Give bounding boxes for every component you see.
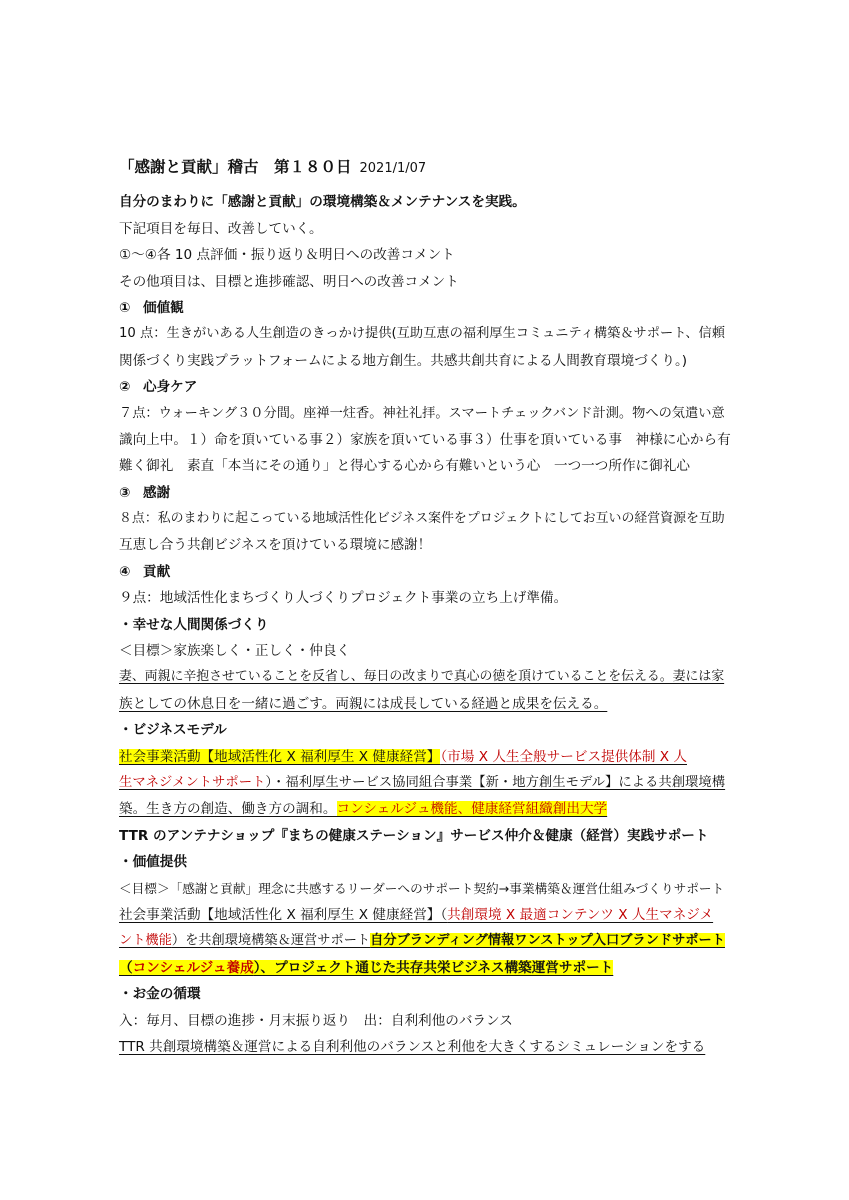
section-3-line-1: ８点：私のまわりに起こっている地域活性化ビジネス案件をプロジェクトにしてお互いの経営資源を互助: [119, 511, 725, 527]
intro-line-3: その他項目は、目標と進捗確認、明日への改善コメント: [119, 273, 459, 290]
page-title: [119, 154, 731, 180]
title-date: 2021/1/07: [359, 161, 427, 176]
value-heading: ・価値提供: [119, 854, 187, 871]
biz-line-1-highlight: 社会事業活動【地域活性化 X 福利厚生 X 健康経営】: [119, 748, 441, 765]
section-4-line-1: ９点：地域活性化まちづくり人づくりプロジェクト事業の立ち上げ準備。: [119, 590, 568, 607]
value-line-3-text: ）を共創環境構築＆運営サポート: [171, 933, 371, 949]
money-line-2: TTR 共創環境構築＆運営による自利利他のバランスと利他を大きくするシミュレーションをする: [119, 1038, 706, 1055]
section-3-line-2: 互恵し合う共創ビジネスを頂けている環境に感謝！: [119, 537, 432, 554]
happy-heading: ・幸せな人間関係づくり: [119, 616, 269, 633]
value-line-2: [119, 902, 731, 928]
intro-heading: 自分のまわりに「感謝と貢献」の環境構築＆メンテナンスを実践。: [119, 194, 526, 211]
money-line-1: 入：毎月、目標の進捗・月末振り返り 出：自利利他のバランス: [119, 1012, 513, 1029]
section-1-heading: [119, 295, 731, 321]
biz-line-3-text: 築。生き方の創造、働き方の調和。: [119, 801, 337, 818]
biz-line-4: TTR のアンテナショップ『まちの健康ステーション』サービス仲介＆健康（経営）実践サポート: [119, 827, 709, 844]
intro-line-2: ①～④各 10 点評価・振り返り＆明日への改善コメント: [119, 247, 455, 264]
section-1-line-2: 関係づくり実践プラットフォームによる地方創生。共感共創共育による人間教育環境づくり。): [119, 352, 688, 369]
value-goal: ＜目標＞「感謝と貢献」理念に共感するリーダーへのサポート契約→事業構築＆運営仕組みづくりサポート: [119, 880, 725, 896]
section-1-line-1: 10 点：生きがいある人生創造のきっかけ提供(互助互恵の福利厚生コミュニティ構築＆サポート、信頼: [119, 326, 726, 342]
title-text: 「感謝と貢献」稽古 第１８０日: [119, 158, 352, 176]
biz-line-1: [119, 744, 731, 770]
biz-line-2-red: 生マネジメントサポート: [119, 774, 266, 790]
biz-line-1-red: （市場 X 人生全般サービス提供体制 X 人: [440, 748, 687, 765]
happy-goal: ＜目標＞家族楽しく・正しく・仲良く: [119, 643, 351, 660]
section-1-number: ①: [119, 299, 131, 316]
biz-line-2-rest: ）・福利厚生サービス協同組合事業【新・地方創生モデル】による共創環境構: [265, 774, 726, 790]
section-2-title: 心身ケア: [143, 379, 198, 396]
section-3-title: 感謝: [143, 484, 171, 501]
happy-line-1: 妻、両親に辛抱させていることを反省し、毎日の改まりで真心の徳を頂けていることを伝える。妻には家: [119, 669, 725, 685]
section-3-number: ③: [119, 484, 131, 501]
value-line-2-text: 社会事業活動【地域活性化 X 福利厚生 X 健康経営】（: [119, 906, 448, 923]
value-line-2-red: 共創環境 X 最適コンテンツ X 人生マネジメ: [447, 906, 714, 923]
intro-line-1: 下記項目を毎日、改善していく。: [119, 220, 323, 237]
money-heading: ・お金の循環: [119, 986, 201, 1003]
section-2-line-2: 識向上中。１）命を頂いている事２）家族を頂いている事３）仕事を頂いている事 神様に心から有: [119, 431, 731, 448]
happy-line-2: 族としての休息日を一緒に過ごす。両親には成長している経過と成果を伝える。: [119, 695, 608, 712]
section-2-line-1: ７点：ウォーキング３０分間。座禅一炷香。神社礼拝。スマートチェックバンド計測。物への気遣い意: [119, 405, 725, 421]
value-line-3-highlight: 自分ブランディング情報ワンストップ入口ブランドサポート: [370, 933, 725, 949]
value-line-4: [119, 955, 731, 981]
section-2-line-3: 難く御礼 素直「本当にその通り」と得心する心から有難いという心 一つ一つ所作に御礼心: [119, 458, 690, 475]
section-4-heading: [119, 559, 731, 585]
section-4-number: ④: [119, 563, 131, 580]
value-line-4-red: コンシェルジュ養成: [132, 959, 254, 976]
value-line-3-red: ント機能: [119, 933, 172, 949]
biz-line-3-highlight: コンシェルジュ機能、健康経営組織創出大学: [336, 801, 608, 818]
section-4-title: 貢献: [143, 563, 171, 580]
value-line-4-rest: ）、プロジェクト通じた共存共栄ビジネス構築運営サポート: [253, 959, 614, 976]
document-content: [119, 154, 731, 1060]
biz-heading: ・ビジネスモデル: [119, 722, 227, 739]
section-3-heading: [119, 480, 731, 506]
value-line-4-open: （: [119, 959, 133, 976]
section-2-heading: [119, 374, 731, 400]
section-2-number: ②: [119, 379, 131, 396]
biz-line-3: [119, 796, 731, 822]
section-1-title: 価値観: [143, 299, 184, 316]
value-line-3: [119, 928, 731, 954]
biz-line-2: [119, 770, 731, 796]
